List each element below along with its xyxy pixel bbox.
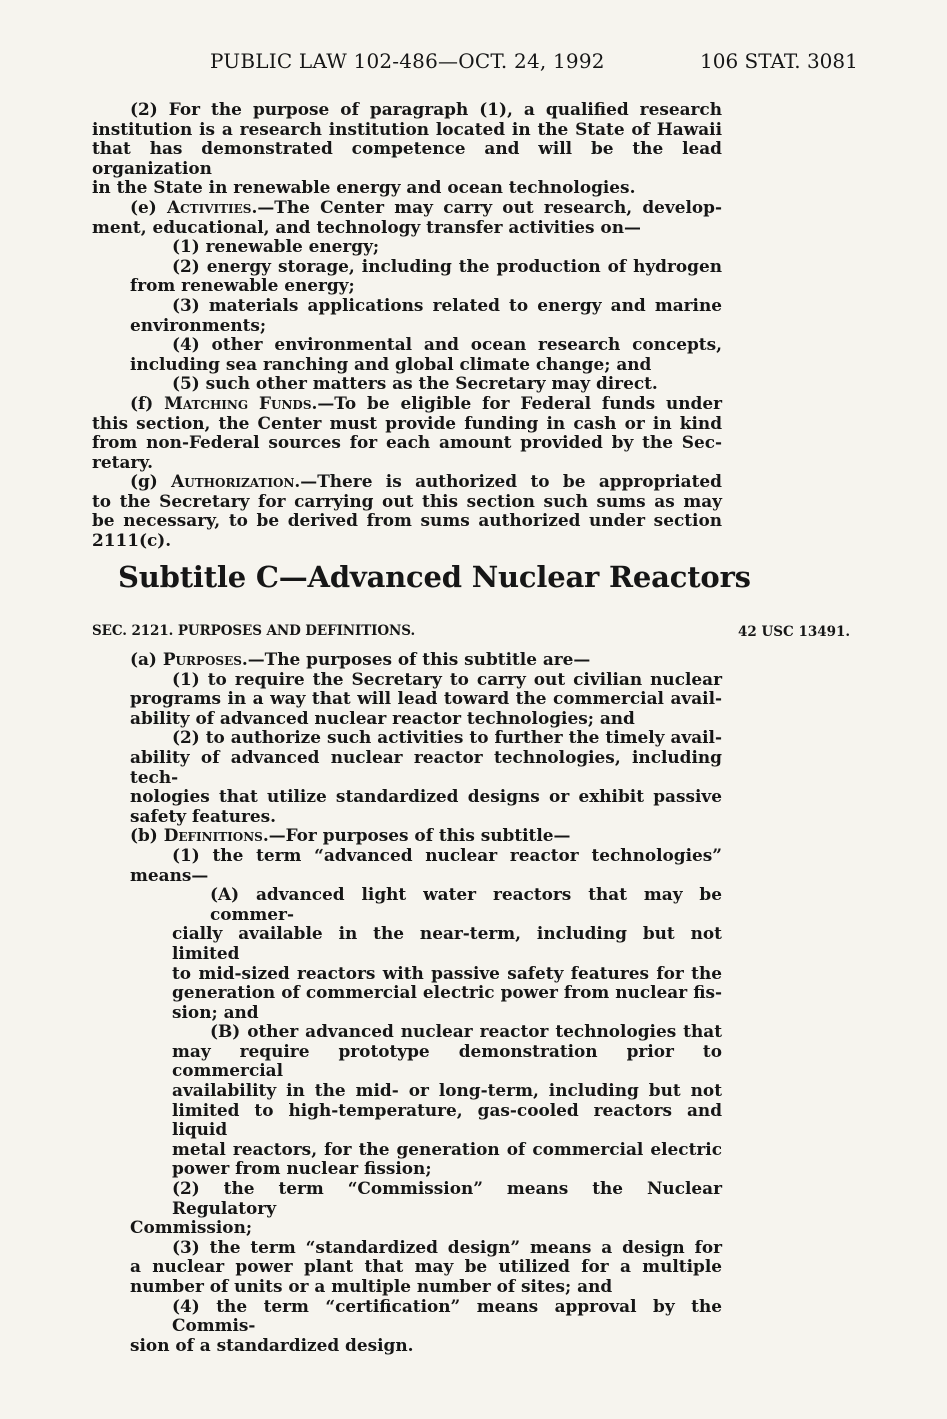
line-text: generation of commercial electric power from nuclear fis- — [172, 982, 722, 1003]
line-text: (A) advanced light water reactors that may be commer- — [210, 884, 722, 924]
text-line — [92, 689, 722, 709]
text-line — [92, 374, 722, 394]
line-text-rest: .—To be eligible for Federal funds under — [311, 392, 722, 413]
text-line — [92, 100, 722, 120]
line-text: ability of advanced nuclear reactor technologies, including tech- — [130, 746, 722, 787]
line-text: programs in a way that will lead toward the commercial avail- — [130, 688, 722, 709]
line-text: (2) the term “Commission” means the Nuclear Regulatory — [172, 1178, 722, 1218]
line-text: (1) renewable energy; — [172, 236, 380, 257]
text-line — [92, 1238, 722, 1258]
line-text: ment, educational, and technology transfer activities on— — [92, 216, 641, 237]
line-text: sion; and — [172, 1001, 259, 1022]
line-text: (4) other environmental and ocean research concepts, — [172, 334, 722, 355]
text-line — [92, 394, 722, 414]
text-line — [92, 670, 722, 690]
text-line — [92, 531, 722, 551]
text-line — [92, 257, 722, 277]
text-line — [92, 1022, 722, 1042]
text-line — [92, 335, 722, 355]
text-line — [92, 728, 722, 748]
text-line — [92, 964, 722, 984]
text-line — [92, 826, 722, 846]
text-line — [92, 492, 722, 512]
line-text: (5) such other matters as the Secretary may direct. — [172, 373, 658, 394]
small-caps-heading: Definitions — [163, 825, 263, 846]
text-line — [92, 1042, 722, 1081]
text-line — [92, 120, 722, 140]
line-text: cially available in the near-term, including but not limited — [172, 923, 722, 963]
line-text: this section, the Center must provide funding in cash or in kind — [92, 412, 722, 433]
line-text: (f) — [130, 392, 165, 413]
line-text: availability in the mid- or long-term, including but not — [172, 1080, 722, 1101]
line-text: sion of a standardized design. — [130, 1334, 414, 1355]
line-text: means— — [130, 864, 209, 885]
text-line — [92, 1159, 722, 1179]
text-line — [92, 650, 722, 670]
text-line — [92, 709, 722, 729]
line-text: (e) — [130, 196, 167, 217]
text-line — [92, 355, 722, 375]
text-line — [92, 924, 722, 963]
line-text: (g) — [130, 471, 172, 492]
line-text: power from nuclear fission; — [172, 1158, 432, 1179]
small-caps-heading: Matching Funds — [164, 392, 312, 413]
line-text: be necessary, to be derived from sums authorized under section — [92, 510, 722, 531]
line-text: (3) materials applications related to energy and marine — [172, 294, 722, 315]
line-text: from renewable energy; — [130, 275, 355, 296]
line-text: in the State in renewable energy and ocean technologies. — [92, 177, 636, 198]
line-text: environments; — [130, 314, 267, 335]
line-text: (b) — [130, 825, 164, 846]
line-text: limited to high-temperature, gas-cooled reactors and liquid — [172, 1099, 722, 1140]
text-line — [92, 1218, 722, 1238]
text-line — [92, 787, 722, 807]
line-text: ability of advanced nuclear reactor technologies; and — [130, 707, 635, 728]
text-line — [92, 511, 722, 531]
text-line — [92, 885, 722, 924]
small-caps-heading: Activities — [167, 196, 252, 217]
text-line — [92, 316, 722, 336]
small-caps-heading: Authorization — [171, 471, 295, 492]
text-line — [92, 178, 722, 198]
section-continuation-text — [92, 100, 722, 551]
text-line — [92, 453, 722, 473]
line-text: number of units or a multiple number of sites; and — [130, 1276, 613, 1296]
text-line — [92, 276, 722, 296]
text-line — [92, 1081, 722, 1101]
line-text: nologies that utilize standardized designs or exhibit passive — [130, 786, 722, 807]
statute-page-number: 106 STAT. 3081 — [700, 49, 858, 73]
text-line — [92, 1336, 722, 1356]
line-text: safety features. — [130, 805, 277, 826]
text-line — [92, 218, 722, 238]
text-line — [92, 139, 722, 178]
line-text: (3) the term “standardized design” means a design for — [172, 1236, 722, 1257]
line-text: (2) to authorize such activities to further the timely avail- — [172, 727, 722, 748]
line-text: retary. — [92, 451, 154, 472]
text-line — [92, 866, 722, 886]
line-text: from non-Federal sources for each amount provided by the Sec- — [92, 432, 722, 453]
text-line — [92, 414, 722, 434]
line-text: to mid-sized reactors with passive safety features for the — [172, 962, 722, 983]
line-text-rest: .—For purposes of this subtitle— — [262, 825, 571, 846]
text-line — [92, 1297, 722, 1336]
text-line — [92, 198, 722, 218]
margin-citation: 42 USC 13491. — [738, 624, 851, 640]
line-text: (2) energy storage, including the production of hydrogen — [172, 255, 722, 276]
text-line — [92, 807, 722, 827]
line-text-rest: .—The Center may carry out research, develop- — [251, 196, 722, 217]
line-text: a nuclear power plant that may be utilized for a multiple — [130, 1256, 722, 1277]
line-text: (1) to require the Secretary to carry out civilian nuclear — [172, 668, 722, 689]
text-line — [92, 1179, 722, 1218]
line-text: (4) the term “certification” means approval by the Commis- — [172, 1295, 722, 1336]
section-heading: SEC. 2121. PURPOSES AND DEFINITIONS. — [92, 623, 416, 639]
line-text-rest: .—The purposes of this subtitle are— — [241, 649, 591, 669]
small-caps-heading: Purposes — [162, 649, 242, 669]
line-text: metal reactors, for the generation of commercial electric — [172, 1138, 722, 1159]
line-text: (B) other advanced nuclear reactor technologies that — [210, 1021, 722, 1042]
section-body-text — [92, 650, 722, 1355]
line-text: 2111(c). — [92, 530, 172, 551]
line-text: that has demonstrated competence and will be the lead organization — [92, 138, 722, 178]
line-text: (a) — [130, 649, 163, 669]
line-text: including sea ranching and global climate change; and — [130, 353, 652, 374]
line-text: to the Secretary for carrying out this section such sums as may — [92, 490, 722, 511]
line-text: (2) For the purpose of paragraph (1), a qualified research — [130, 99, 722, 119]
running-header-title: PUBLIC LAW 102-486—OCT. 24, 1992 — [210, 49, 605, 73]
text-line — [92, 433, 722, 453]
text-line — [92, 748, 722, 787]
text-line — [92, 296, 722, 316]
line-text: Commission; — [130, 1217, 253, 1238]
text-line — [92, 472, 722, 492]
text-line — [92, 1140, 722, 1160]
line-text: institution is a research institution located in the State of Hawaii — [92, 118, 722, 139]
line-text: may require prototype demonstration prior to commercial — [172, 1040, 722, 1081]
text-line — [92, 1257, 722, 1277]
line-text-rest: .—There is authorized to be appropriated — [294, 471, 722, 492]
text-line — [92, 1277, 722, 1297]
text-line — [92, 983, 722, 1003]
text-line — [92, 846, 722, 866]
subtitle-heading: Subtitle C—Advanced Nuclear Reactors — [118, 560, 751, 594]
line-text: (1) the term “advanced nuclear reactor technologies” — [172, 844, 722, 865]
text-line — [92, 1003, 722, 1023]
text-line — [92, 237, 722, 257]
text-line — [92, 1101, 722, 1140]
